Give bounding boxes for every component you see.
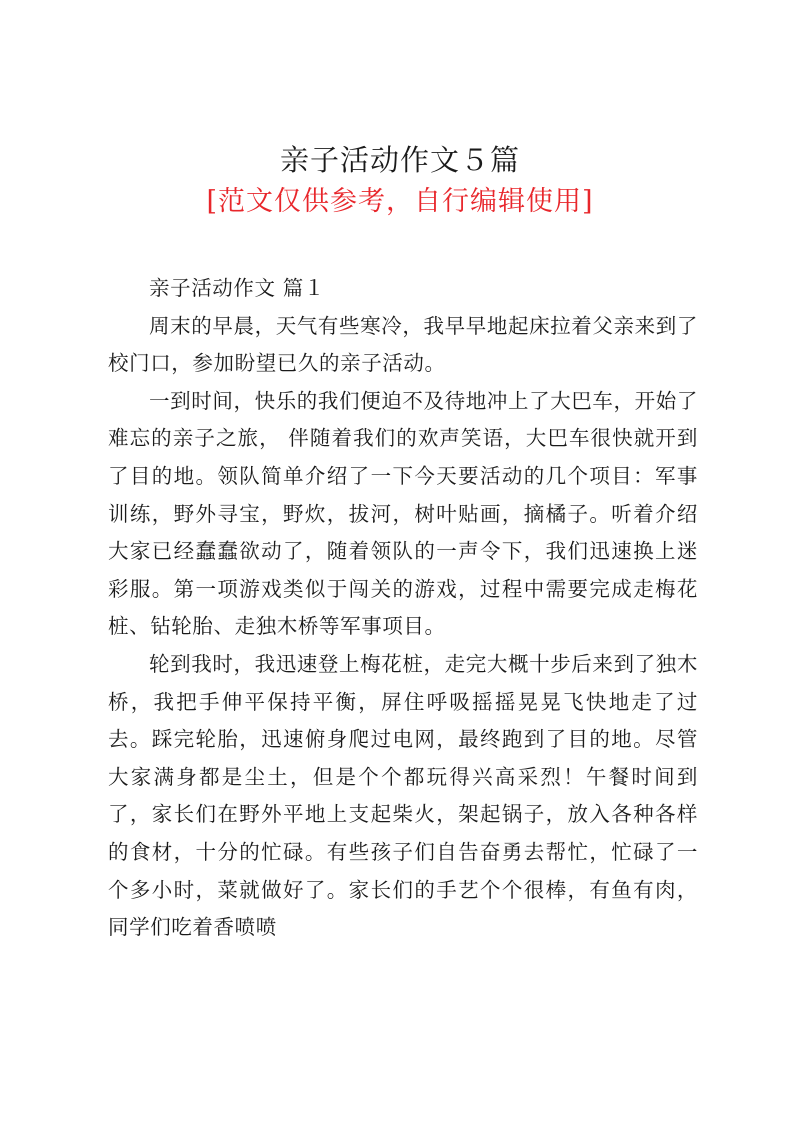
- document-title: 亲子活动作文５篇: [279, 143, 520, 177]
- document-subtitle: [范文仅供参考，自行编辑使用]: [206, 186, 594, 217]
- document-body: [108, 270, 698, 947]
- paragraph-3: 轮到我时，我迅速登上梅花桩，走完大概十步后来到了独木桥，我把手伸平保持平衡，屏住呼吸摇摇晃晃飞快地走了过去。踩完轮胎，迅速俯身爬过电网，最终跑到了目的地。尽管大家满身都是尘土，但是个个都玩得兴高采烈！午餐时间到了，家长们在野外平地上支起柴火，架起锅子，放入各种各样的食材，十分的忙碌。有些孩子们自告奋勇去帮忙，忙碌了一个多小时，菜就做好了。家长们的手艺个个很棒，有鱼有肉，同学们吃着香喷喷: [108, 651, 698, 940]
- paragraph-2: 一到时间，快乐的我们便迫不及待地冲上了大巴车，开始了难忘的亲子之旅， 伴随着我们的欢声笑语，大巴车很快就开到了目的地。领队简单介绍了一下今天要活动的几个项目：军事训练，野外寻宝，野炊，拔河，树叶贴画，摘橘子。听着介绍大家已经蠢蠢欲动了，随着领队的一声令下，我们迅速换上迷彩服。第一项游戏类似于闯关的游戏，过程中需要完成走梅花桩、钻轮胎、走独木桥等军事项目。: [108, 388, 698, 639]
- section-heading: 亲子活动作文 篇１: [149, 276, 325, 300]
- paragraph-1: 周末的早晨，天气有些寒冷，我早早地起床拉着父亲来到了校门口，参加盼望已久的亲子活动。: [108, 313, 698, 376]
